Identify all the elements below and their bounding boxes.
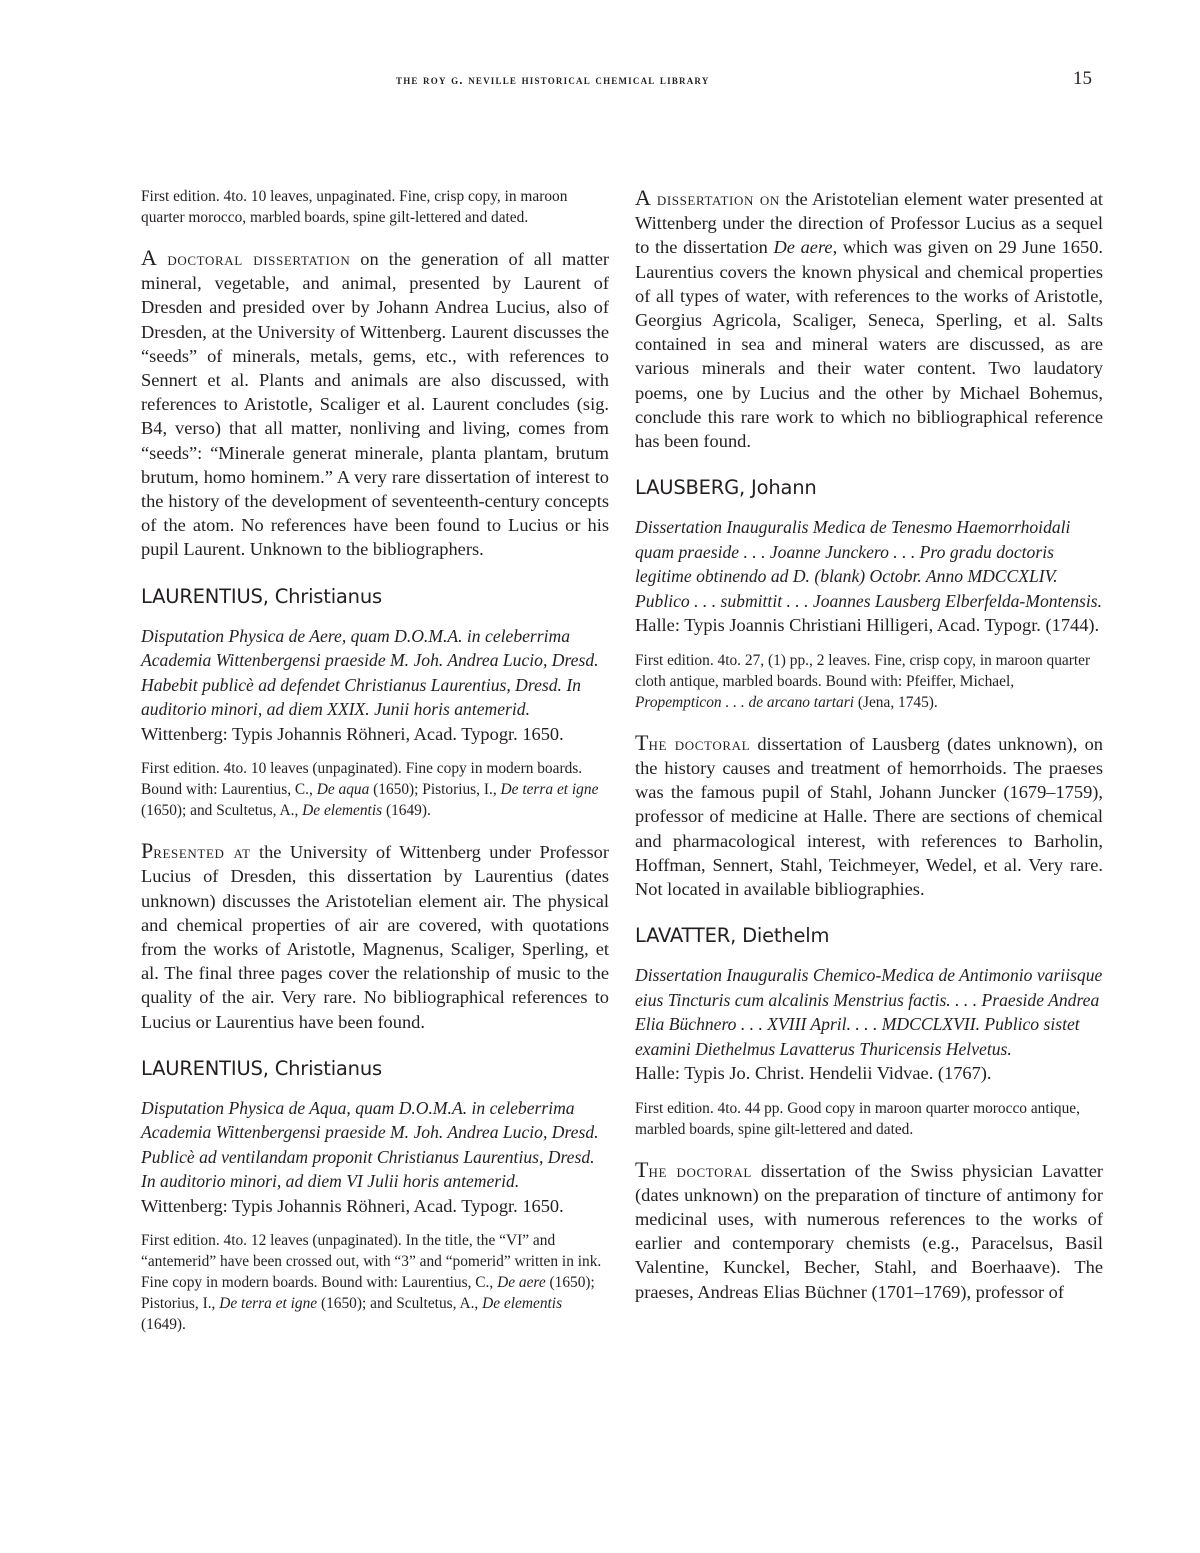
description-paragraph [635,186,1103,453]
right-column [635,186,1103,1326]
note-text: (1650); Pistorius, I., [369,781,501,799]
note-text: First edition. 4to. 10 leaves (unpaginated). Fine copy in modern boards. Bound with: Laurentius, C., [141,760,583,799]
small-caps-lead: he doctoral [648,733,751,754]
collation-note [141,1230,609,1335]
paragraph-initial: T [635,1156,649,1182]
collation-note [635,650,1103,713]
note-italic: De terra et igne [500,781,599,799]
note-italic: De elementis [302,802,383,820]
description-paragraph [141,839,609,1034]
note-text: (1650); and Scultetus, A., [141,802,303,820]
entry-title: Disputation Physica de Aqua, quam D.O.M.A. in celeberrima Academia Wittenbergensi praeside M. Joh. Andrea Lucio, Dresd. Publicè ad ventilandam proponit Christianus Laurentius, Dresd. In auditorio minori, ad diem VI Julii horis antemerid. [141,1097,599,1192]
entry-title: Dissertation Inauguralis Chemico-Medica de Antimonio variisque eius Tincturis cum alcalinis Menstrius factis. . . . Praeside Andrea Elia Büchnero . . . XVIII April. . . . MDCCLXVII. Publico sistet examini Diethelmus Lavatterus Thuricensis Helvetus. [635,965,1103,1059]
note-italic: De aere [497,1274,546,1292]
note-text: (Jena, 1745). [854,693,938,711]
note-text: (1649). [141,1316,186,1334]
entry-imprint: Wittenberg: Typis Johannis Röhneri, Acad. Typogr. 1650. [141,1195,564,1216]
note-italic: Propempticon . . . de arcano tartari [635,693,855,711]
small-caps-lead: he doctoral [648,1160,752,1181]
left-column [141,186,609,1353]
collation-note: First edition. 4to. 10 leaves, unpaginated. Fine, crisp copy, in maroon quarter morocco, marbled boards, spine gilt-lettered and dated. [141,188,568,226]
paragraph-initial: A [141,245,157,270]
description-paragraph [635,1158,1103,1304]
collation-note: First edition. 4to. 44 pp. Good copy in maroon quarter morocco antique, marbled boards, spine gilt-lettered and dated. [635,1099,1080,1138]
note-italic: De terra et igne [219,1295,318,1313]
paragraph-text: dissertation of Lausberg (dates unknown), on the history causes and treatment of hemorrhoids. The praeses was the famous pupil of Stahl, Johann Juncker (1679–1759), professor of medicine at Halle. There are sections of chemical and pharmacological interest, with references to Barholin, Hoffman, Sennert, Stahl, Teichmeyer, Wedel, et al. Very rare. Not located in available bibliographies. [635,733,1103,899]
entry-imprint: Wittenberg: Typis Johannis Röhneri, Acad. Typogr. 1650. [141,723,564,744]
entry-title: Disputation Physica de Aere, quam D.O.M.A. in celeberrima Academia Wittenbergensi praeside M. Joh. Andrea Lucio, Dresd. Habebit publicè ad defendet Christianus Laurentius, Dresd. In auditorio minori, ad diem XXIX. Junii horis antemerid. [141,625,599,720]
page-number: 15 [1073,68,1092,89]
description-paragraph [141,246,609,562]
entry-heading: LAURENTIUS, Christianus [141,1056,382,1080]
entry-heading: LAUSBERG, Johann [635,476,817,500]
note-text: (1650); Pistorius, I., [141,1274,595,1313]
paragraph-text: the University of Wittenberg under Professor Lucius of Dresden, this dissertation by Laurentius (dates unknown) discusses the Aristotelian element air. The physical and chemical properties of air are covered, with quotations from the works of Aristotle, Magnenus, Scaliger, Sperling, et al. The final three pages cover the relationship of music to the quality of the air. Very rare. No bibliographical references to Lucius or Laurentius have been found. [141,842,609,1032]
running-head: the roy g. neville historical chemical library [396,72,710,87]
small-caps-lead: resented at [153,842,251,863]
description-paragraph [635,731,1103,901]
note-text: (1649). [382,802,431,820]
paragraph-text: dissertation of the Swiss physician Lavatter (dates unknown) on the preparation of tincture of antimony for medicinal uses, with numerous references to the works of earlier and contemporary chemists (e.g., Paracelsus, Basil Valentine, Kunckel, Becher, Stahl, and Boerhaave). The praeses, Andreas Elias Büchner (1701–1769), professor of [635,1160,1103,1302]
paragraph-text: , which was given on 29 June 1650. Laurentius covers the known physical and chemical properties of all types of water, with references to the works of Aristotle, Georgius Agricola, Scaliger, Seneca, Sperling, et al. Salts contained in sea and mineral waters are discussed, as are various minerals and their water content. Two laudatory poems, one by Lucius and the other by Michael Bohemus, conclude this rare work to which no bibliographical reference has been found. [635,237,1103,452]
entry-heading: LAURENTIUS, Christianus [141,584,382,608]
paragraph-text: the Aristotelian element water presented at Wittenberg under the direction of Professor Lucius as a sequel to the dissertation [635,189,1103,258]
paragraph-text: on the generation of all matter mineral, vegetable, and animal, presented by Laurent of Dresden and presided over by Johann Andrea Lucius, also of Dresden, at the University of Wittenberg. Laurent discusses the “seeds” of minerals, metals, gems, etc., with references to Sennert et al. Plants and animals are also discussed, with references to Aristotle, Scaliger et al. Laurent concludes (sig. B4, verso) that all matter, nonliving and living, comes from “seeds”: “Minerale generat minerale, planta plantam, brutum brutum, homo hominem.” A very rare dissertation of interest to the history of the development of seventeenth-century concepts of the atom. No references have been found to Lucius or his pupil Laurent. Unknown to the bibliographers. [141,249,610,560]
paragraph-initial: T [635,729,649,755]
note-text: First edition. 4to. 12 leaves (unpaginated). In the title, the “VI” and “antemerid” have been crossed out, with “3” and “pomerid” written in ink. Fine copy in modern boards. Bound with: Laurentius, C., [141,1232,602,1292]
collation-note [141,758,609,821]
entry-title: Dissertation Inauguralis Medica de Tenesmo Haemorrhoidali quam praeside . . . Joanne Junckero . . . Pro gradu doctoris legitime obtinendo ad D. (blank) Octobr. Anno MDCCXLIV. Publico . . . submittit . . . Joannes Lausberg Elberfelda-Montensis. [635,517,1103,611]
note-italic: De aqua [316,781,370,799]
entry-imprint: Halle: Typis Joannis Christiani Hilligeri, Acad. Typogr. (1744). [635,615,1100,636]
paragraph-italic: De aere [773,237,833,258]
paragraph-initial: P [141,838,154,864]
small-caps-lead: doctoral dissertation [156,249,351,269]
entry-imprint: Halle: Typis Jo. Christ. Hendelii Vidvae. (1767). [635,1063,992,1084]
entry-heading: LAVATTER, Diethelm [635,924,830,948]
paragraph-initial: A [635,185,651,210]
note-text: First edition. 4to. 27, (1) pp., 2 leaves. Fine, crisp copy, in maroon quarter cloth antique, marbled boards. Bound with: Pfeiffer, Michael, [635,651,1091,690]
note-italic: De elementis [482,1295,563,1313]
note-text: (1650); and Scultetus, A., [317,1295,483,1313]
small-caps-lead: dissertation on [650,189,780,209]
